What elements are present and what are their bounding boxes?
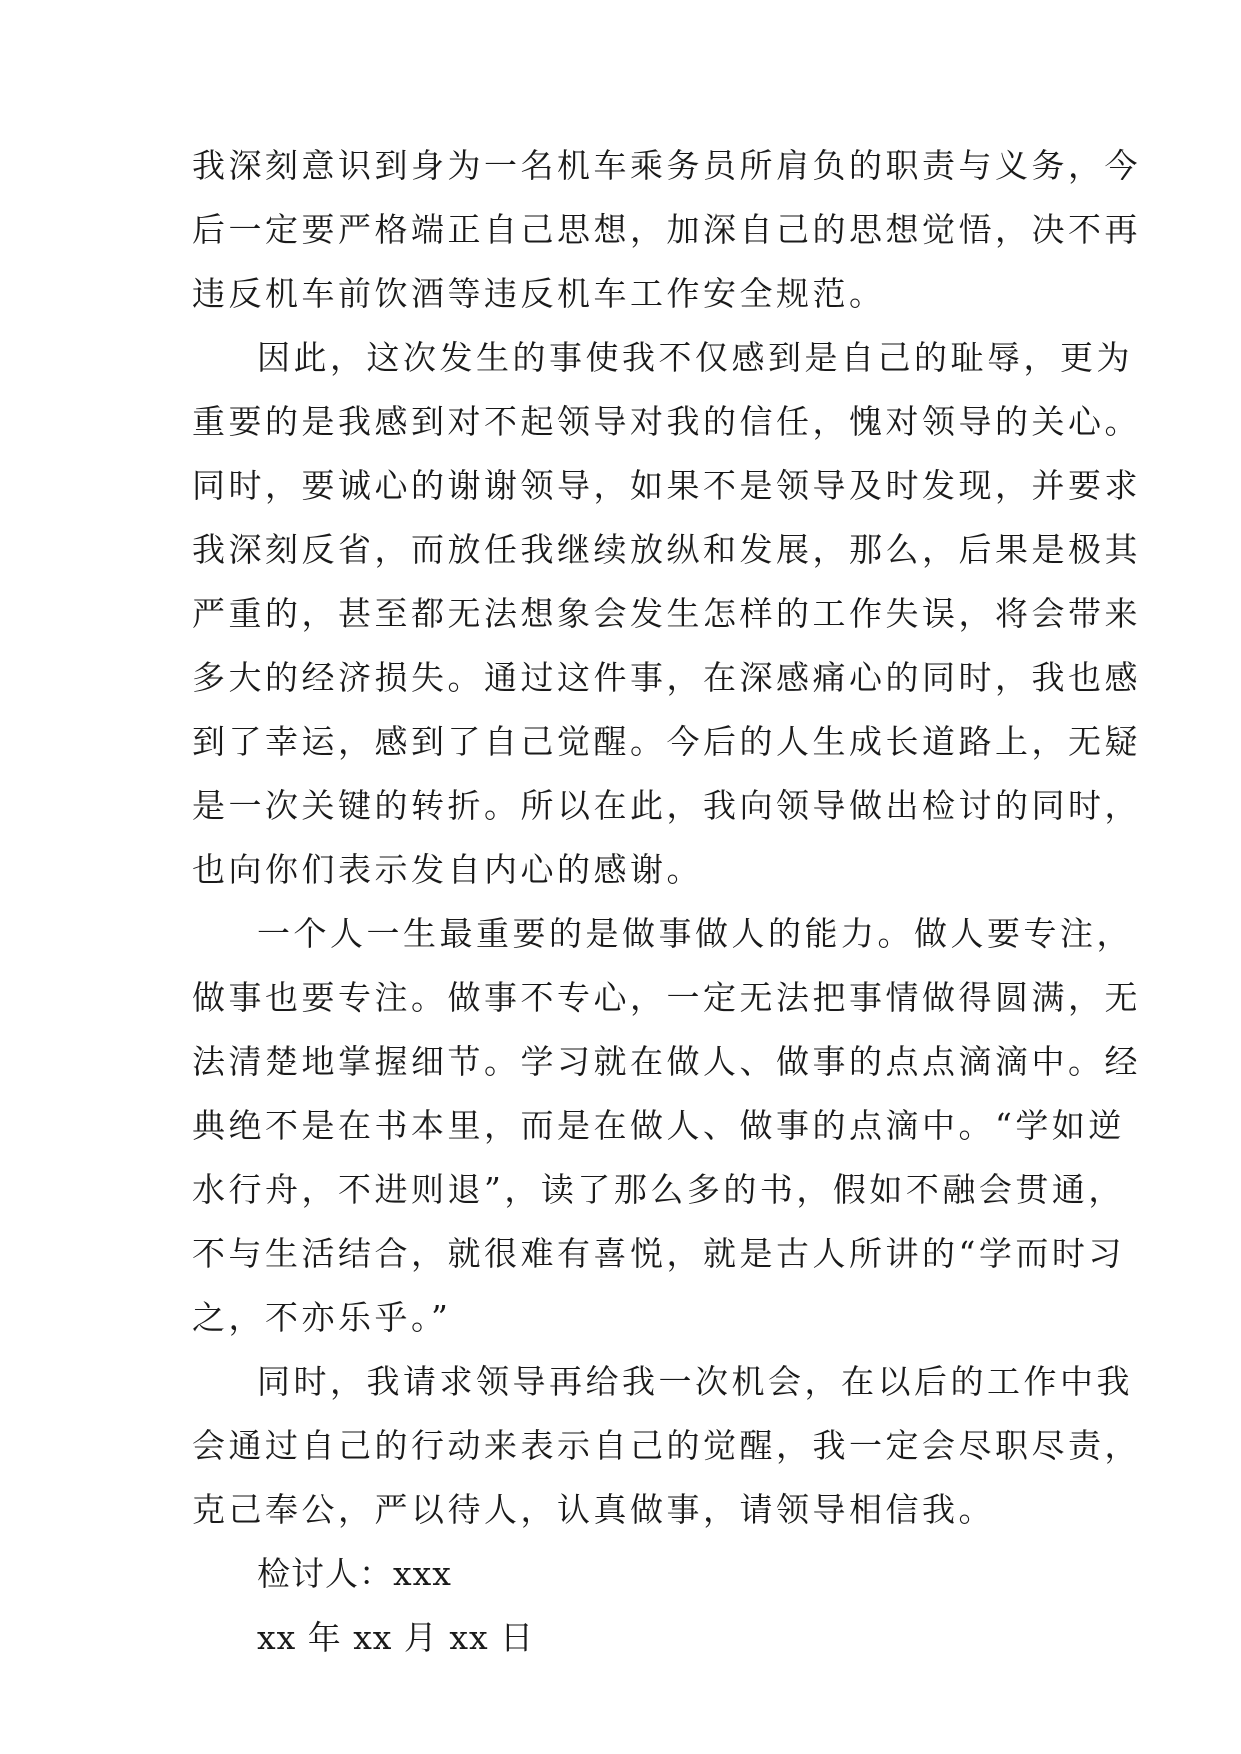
signature: 检讨人：xxx [257,1554,452,1593]
body-line: 同时，要诚心的谢谢领导，如果不是领导及时发现，并要求 [192,466,1141,505]
body-line: 不与生活结合，就很难有喜悦，就是古人所讲的“学而时习 [192,1234,1125,1273]
body-line: 重要的是我感到对不起领导对我的信任，愧对领导的关心。 [192,402,1141,441]
body-line: 做事也要专注。做事不专心，一定无法把事情做得圆满，无 [192,978,1141,1017]
body-line: 也向你们表示发自内心的感谢。 [192,850,703,889]
body-line: 后一定要严格端正自己思想，加深自己的思想觉悟，决不再 [192,210,1141,249]
body-line: 水行舟，不进则退”，读了那么多的书，假如不融会贯通， [192,1170,1125,1209]
paragraph-start-line: 同时，我请求领导再给我一次机会，在以后的工作中我 [257,1362,1133,1401]
body-line: 典绝不是在书本里，而是在做人、做事的点滴中。“学如逆 [192,1106,1125,1145]
body-line: 我深刻反省，而放任我继续放纵和发展，那么，后果是极其 [192,530,1141,569]
body-line: 之，不亦乐乎。” [192,1298,452,1337]
body-line: 违反机车前饮酒等违反机车工作安全规范。 [192,274,886,313]
body-line: 到了幸运，感到了自己觉醒。今后的人生成长道路上，无疑 [192,722,1141,761]
paragraph-start-line: 因此，这次发生的事使我不仅感到是自己的耻辱，更为 [257,338,1133,377]
body-line: 法清楚地掌握细节。学习就在做人、做事的点点滴滴中。经 [192,1042,1141,1081]
body-line: 我深刻意识到身为一名机车乘务员所肩负的职责与义务，今 [192,146,1141,185]
body-line: 是一次关键的转折。所以在此，我向领导做出检讨的同时， [192,786,1141,825]
body-line: 克己奉公，严以待人，认真做事，请领导相信我。 [192,1490,995,1529]
body-line: 多大的经济损失。通过这件事，在深感痛心的同时，我也感 [192,658,1141,697]
body-line: 严重的，甚至都无法想象会发生怎样的工作失误，将会带来 [192,594,1141,633]
paragraph-start-line: 一个人一生最重要的是做事做人的能力。做人要专注， [257,914,1133,953]
body-line: 会通过自己的行动来表示自己的觉醒，我一定会尽职尽责， [192,1426,1141,1465]
date: xx 年 xx 月 xx 日 [257,1618,535,1657]
